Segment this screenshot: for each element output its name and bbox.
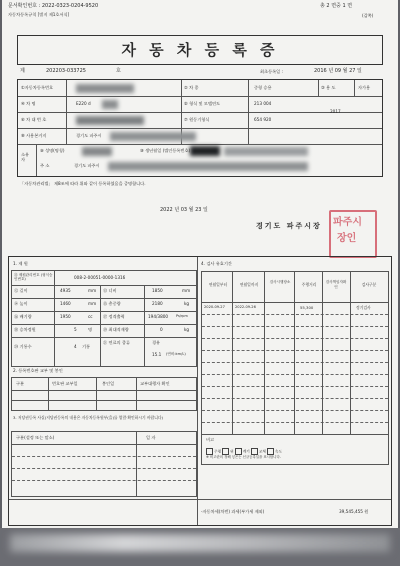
checkbox-icon	[206, 448, 213, 455]
spec-label-seats: ⑱ 승차정원	[14, 327, 36, 332]
spec-unit-max-load: kg	[184, 327, 190, 332]
usage-value: 자가용	[358, 85, 371, 90]
checkbox-icon	[251, 448, 258, 455]
law-statement: 「자동차관리법」 제8조에 따라 위와 같이 등록하였음을 증명합니다.	[20, 181, 146, 186]
inspection-col-place: 검사시행장소	[269, 280, 291, 284]
field-label-base-location: ⑧ 사용본거지	[21, 133, 47, 138]
owner-address-label: 주 소	[40, 163, 50, 168]
spec-unit-length: mm	[88, 288, 97, 293]
mortgage-heading: 3. 저당권등록 사실(저당권등록의 내용은 자동차등록원부(을)를 열람·확인하시기 바랍니다)	[13, 415, 164, 420]
spec-value-power: 194/3800	[148, 314, 169, 319]
revision-label: (갑쪽)	[362, 13, 374, 18]
mortgage-col-type: 구분(설정 또는 말소)	[16, 435, 55, 440]
first-reg-date: 2016 년 09 월 27 일	[314, 68, 362, 74]
spec-value-width: 1850	[152, 288, 163, 293]
checkbox-icon	[222, 448, 229, 455]
reg-no-suffix: 호	[116, 68, 121, 74]
spec-label-width: ⑬ 너비	[103, 288, 117, 293]
spec-label-power: ⑰ 정격출력	[103, 314, 125, 319]
model-type-value: 213 004	[254, 101, 272, 106]
reg-no-value: 202203-033725	[46, 68, 86, 74]
mortgage-col-date: 일 자	[146, 435, 156, 440]
spec-unit-cylinders: 기통	[82, 344, 91, 349]
owner-name-label: ⑨ 성명(명칭)	[40, 148, 65, 153]
photo-bottom-edge	[0, 528, 400, 566]
issuer-name: 경기도 파주시장	[256, 222, 322, 230]
plate-col-issue-date: 번호판 교부일	[52, 381, 78, 386]
inspection-to-value: 2022-09-26	[235, 305, 256, 309]
specs-table	[11, 270, 197, 367]
inspection-col-type: 검사구분	[361, 282, 377, 287]
spec-label-fuel-type: ㉑ 연료의 종류	[103, 340, 131, 345]
model-name-value: E220 d	[76, 101, 91, 106]
owner-address-value: 경기도 파주시	[74, 163, 100, 168]
spec-unit-width: mm	[182, 288, 191, 293]
inspection-note-label: 비고	[206, 437, 215, 442]
vehicle-type-value: 중형 승용	[254, 85, 272, 90]
first-reg-label: 최초등록일 :	[260, 69, 283, 74]
spec-label-max-load: ⑲ 최대적재량	[103, 327, 129, 332]
redacted-model-suffix	[102, 100, 118, 109]
spec-value-height: 1460	[60, 301, 71, 306]
inspection-type-value: 정기검사	[356, 305, 371, 310]
spec-value-max-load: 0	[160, 327, 163, 332]
spec-value-cylinders: 4	[74, 344, 77, 349]
field-label-model-name: ④ 차 명	[21, 101, 36, 106]
base-location-value: 경기도 파주시	[76, 133, 102, 138]
spec-label-height: ⑭ 높이	[14, 301, 28, 306]
inspection-col-from: 연월일부터	[208, 282, 228, 287]
spec-value-fuel-type: 경유	[152, 340, 161, 345]
page-title: 자 동 차 등 록 증	[121, 41, 279, 59]
engine-type-value: 654 920	[254, 117, 272, 122]
inspection-col-to: 연월일까지	[239, 282, 259, 287]
redacted-base-location	[110, 132, 196, 141]
spec-label-length: ⑫ 길이	[14, 288, 28, 293]
page-indicator: 총 2 면중 1 면	[320, 3, 353, 9]
spec-unit-power: Ps/rpm	[176, 314, 188, 318]
mortgage-table	[11, 431, 197, 497]
checkbox-icon	[235, 448, 242, 455]
plate-col-seal-date: 봉인일	[102, 381, 115, 386]
checkbox-icon	[267, 448, 274, 455]
redacted-owner-name	[82, 147, 112, 156]
spec-unit-displacement: cc	[88, 314, 93, 319]
redacted-owner-id	[224, 147, 308, 156]
spec-unit-height: mm	[88, 301, 97, 306]
spec-value-gross-weight: 2180	[152, 301, 163, 306]
title-box	[17, 35, 383, 65]
field-label-engine-type: ⑦ 원동기형식	[184, 117, 210, 122]
spec-value-displacement: 1950	[60, 314, 71, 319]
inspection-col-mileage: 주행거리	[301, 282, 317, 287]
specs-heading: 1. 제 원	[13, 261, 28, 266]
redacted-owner-address	[108, 162, 308, 171]
owner-section-label: 소유자	[21, 152, 30, 162]
spec-unit-gross-weight: kg	[184, 301, 190, 306]
spec-label-cylinders: ⑳ 기통수	[14, 344, 32, 349]
issue-date: 2022 년 03 월 23 일	[160, 207, 208, 213]
approval-no-label: ⑪ 제원관리번호 (형식승인번호)	[14, 273, 53, 282]
redacted-vin	[76, 116, 144, 125]
tax-value: 39,545,455 원	[339, 509, 369, 514]
reg-no-label: 제	[20, 68, 25, 74]
inspection-footer-note: ※ 비고란의 정해 넣은는 신규등록일을 표시합니다.	[206, 455, 281, 459]
redacted-reg-number	[76, 84, 134, 93]
field-label-vehicle-type: ② 차 종	[184, 85, 199, 90]
tax-label: -자동차세(차번) 과세(부가세 제외)	[201, 509, 265, 514]
inspection-from-value: 2020-09-27	[204, 305, 225, 309]
vehicle-info-table	[17, 79, 383, 177]
registration-certificate	[2, 0, 398, 528]
plate-col-type: 구분	[16, 381, 25, 386]
plate-table	[11, 377, 197, 411]
owner-id-label: ⑩ 생년월일 (법인등록번호)	[140, 148, 191, 153]
spec-label-displacement: ⑯ 배기량	[14, 314, 32, 319]
spec-label-gross-weight: ⑮ 총중량	[103, 301, 121, 306]
document-number: 문서확인번호 : 2022-0323-0204-9520	[8, 3, 99, 9]
inspection-col-inspector: 검사책임자확인	[325, 280, 347, 289]
spec-value-length: 4935	[60, 288, 71, 293]
inspection-mileage-value: 55,300	[300, 305, 314, 310]
spec-value-fuel-efficiency: 15.1	[152, 352, 162, 357]
inspection-footer-options: 주행 위 계기 교체 속도	[206, 448, 282, 455]
field-label-usage: ③ 용 도	[321, 85, 336, 90]
approval-no-value: 008-2-00051-0000-1316	[74, 275, 126, 280]
redacted-owner-id-dark	[190, 146, 220, 156]
inspection-heading: 4. 검사 유효기간	[201, 261, 232, 266]
spec-value-seats: 5	[74, 327, 77, 332]
field-label-model-year: ⑤ 형식 및 모델연도	[184, 101, 221, 106]
details-frame	[8, 256, 392, 526]
form-number: 자동차등록규칙 [별지 제1호서식]	[8, 12, 70, 17]
field-label-vin: ⑥ 차 대 번 호	[21, 117, 47, 122]
official-seal: 파주시 장인	[329, 210, 377, 258]
inspection-table	[201, 271, 389, 465]
spec-unit-seats: 명	[88, 327, 93, 332]
model-year-value: 2017	[330, 109, 341, 114]
plate-col-agent-check: 교부대행자 확인	[140, 381, 170, 386]
field-label-reg-number: ①자동차등록번호	[21, 85, 54, 90]
spec-unit-fuel-efficiency: (연비:km/L)	[166, 352, 186, 356]
plate-section-heading: 2. 등록번호판 교부 및 봉인	[13, 368, 63, 373]
